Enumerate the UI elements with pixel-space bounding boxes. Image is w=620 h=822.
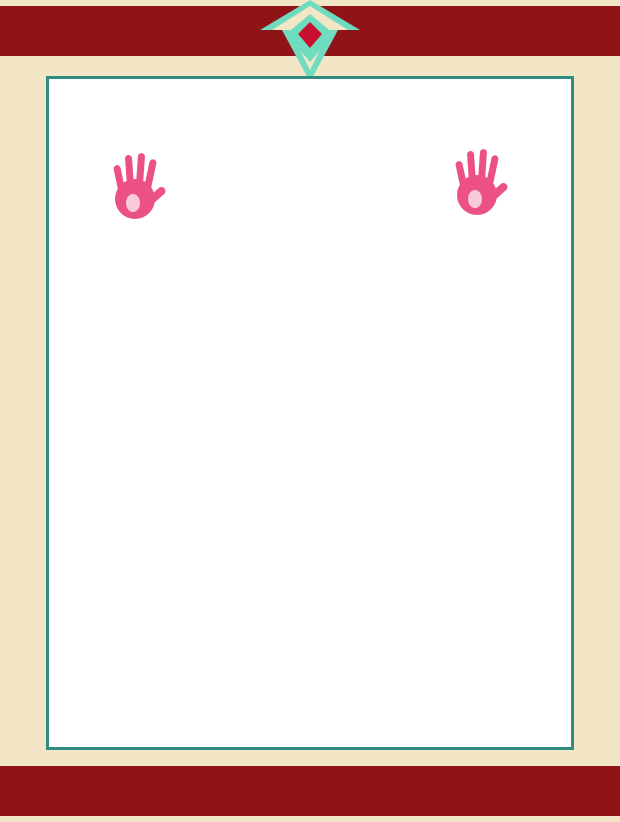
content-panel: [46, 76, 574, 750]
diamond-icon: [260, 0, 360, 82]
handprint-icon: [99, 145, 175, 225]
left-zigzag-border: [0, 62, 46, 760]
mmip-day-section: [49, 144, 571, 150]
native-american-ministries-section: [49, 461, 571, 467]
bottom-border-pattern: [0, 760, 620, 822]
handprint-icon: [441, 141, 517, 221]
right-zigzag-border: [574, 62, 620, 760]
bottom-border-band: [0, 760, 620, 822]
